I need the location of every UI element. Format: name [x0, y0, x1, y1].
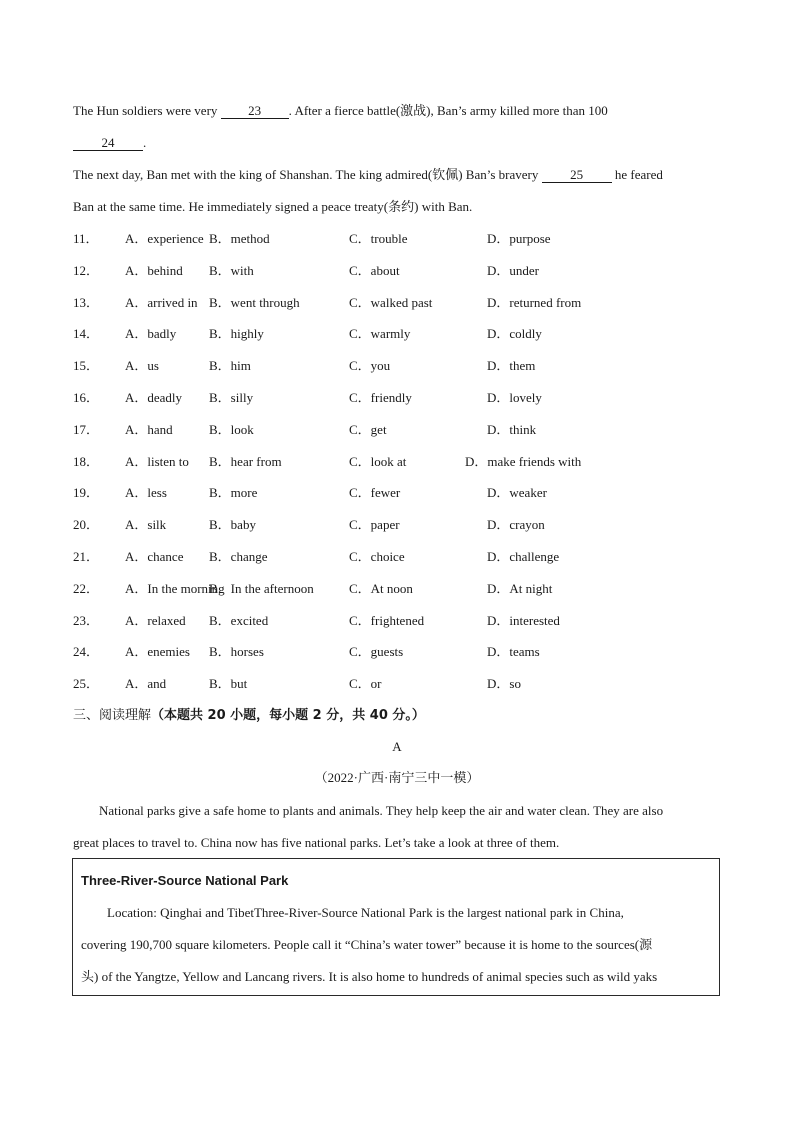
passage-text: The Hun soldiers were very	[73, 103, 221, 118]
option-b: B．method	[209, 231, 270, 246]
option-b: B．more	[209, 485, 258, 501]
option-a: A．experience	[125, 231, 204, 246]
section-prefix: 三、阅读理解	[73, 708, 152, 723]
option-row	[73, 422, 723, 440]
option-a: A．enemies	[125, 644, 190, 660]
blank-25: 25	[542, 168, 612, 183]
option-c: C．or	[349, 676, 382, 692]
option-row	[73, 676, 723, 694]
option-row	[73, 581, 723, 599]
passage-text: . After a fierce battle(激战), Ban’s army killed more than 100	[288, 103, 608, 118]
option-row	[73, 549, 723, 567]
question-number: 24．	[73, 644, 100, 660]
option-b: B．hear from	[209, 453, 282, 469]
park-line-2: covering 190,700 square kilometers. People call it “China’s water tower” because it is home to the sources(源	[81, 937, 653, 952]
option-row	[73, 231, 723, 249]
option-d: D．challenge	[487, 549, 560, 564]
question-number: 14．	[73, 326, 100, 342]
option-a: A．arrived in	[125, 294, 198, 310]
option-d: D．interested	[487, 612, 560, 628]
option-c: C．about	[349, 262, 400, 278]
section-instructions: （本题共 20 小题，每小题 2 分，共 40 分。）	[151, 708, 425, 723]
option-d: D．make friends with	[465, 453, 582, 469]
option-c: C．fewer	[349, 485, 401, 501]
question-number: 22．	[73, 580, 100, 596]
option-row	[73, 390, 723, 408]
option-a: A．and	[125, 676, 167, 692]
option-d: D．returned from	[487, 294, 582, 310]
option-d: D．think	[487, 421, 537, 437]
option-a: A．deadly	[125, 390, 183, 405]
option-row	[73, 485, 723, 503]
intro-line-2: great places to travel to. China now has five national parks. Let’s take a look at three of them.	[73, 835, 560, 850]
option-a: A．chance	[125, 549, 184, 564]
intro-line-1: National parks give a safe home to plants and animals. They help keep the air and water clean. They are also	[99, 803, 664, 818]
option-a: A．behind	[125, 262, 183, 278]
passage-text: .	[143, 135, 147, 150]
option-b: B．baby	[209, 517, 256, 533]
option-d: D．so	[487, 676, 521, 692]
option-row	[73, 295, 723, 313]
option-c: C．look at	[349, 453, 407, 469]
option-d: D．At night	[487, 580, 553, 596]
option-b: B．but	[209, 676, 248, 692]
option-a: A．relaxed	[125, 612, 186, 628]
question-number: 19．	[73, 485, 100, 501]
option-c: C．At noon	[349, 580, 413, 596]
option-row	[73, 358, 723, 376]
question-number: 18．	[73, 453, 100, 469]
option-b: B．look	[209, 421, 254, 437]
option-b: B．horses	[209, 644, 264, 660]
option-a: A．us	[125, 358, 159, 374]
option-a: A．hand	[125, 421, 173, 437]
option-d: D．under	[487, 262, 539, 278]
blank-24: 24	[73, 136, 143, 151]
option-d: D．purpose	[487, 231, 551, 246]
option-b: B．change	[209, 549, 268, 564]
option-c: C．paper	[349, 517, 400, 533]
option-a: A．less	[125, 485, 167, 501]
option-d: D．coldly	[487, 326, 542, 342]
option-d: D．weaker	[487, 485, 547, 501]
reading-label: A	[392, 739, 402, 754]
option-b: B．excited	[209, 612, 269, 628]
park-line-1: Location: Qinghai and TibetThree-River-Source National Park is the largest national park in China,	[107, 905, 624, 920]
option-row	[73, 644, 723, 662]
option-row	[73, 454, 723, 472]
option-b: B．In the afternoon	[209, 580, 314, 596]
passage-line-2	[73, 135, 146, 151]
passage-line-1	[73, 103, 608, 119]
park-info-box	[72, 858, 720, 996]
option-c: C．get	[349, 421, 387, 437]
reading-source: （2022·广西·南宁三中一模）	[314, 770, 480, 785]
option-c: C．warmly	[349, 326, 411, 342]
passage-line-3	[73, 167, 663, 183]
option-c: C．guests	[349, 644, 404, 660]
question-number: 25．	[73, 676, 100, 692]
option-d: D．them	[487, 358, 536, 374]
option-c: C．you	[349, 358, 391, 374]
question-number: 13．	[73, 294, 100, 310]
question-number: 20．	[73, 517, 100, 533]
question-number: 11．	[73, 231, 99, 246]
question-number: 16．	[73, 390, 100, 405]
option-row	[73, 326, 723, 344]
option-a: A．listen to	[125, 453, 189, 469]
option-c: C．walked past	[349, 294, 433, 310]
option-d: D．lovely	[487, 390, 542, 405]
question-number: 15．	[73, 358, 100, 374]
option-b: B．silly	[209, 390, 254, 405]
passage-text: The next day, Ban met with the king of Shanshan. The king admired(钦佩) Ban’s bravery	[73, 167, 542, 182]
option-c: C．choice	[349, 549, 405, 564]
option-c: C．friendly	[349, 390, 412, 405]
question-number: 12．	[73, 262, 100, 278]
option-b: B．highly	[209, 326, 264, 342]
option-row	[73, 517, 723, 535]
passage-text: he feared	[611, 167, 663, 182]
park-title: Three-River-Source National Park	[81, 873, 289, 888]
option-d: D．crayon	[487, 517, 545, 533]
question-number: 23．	[73, 612, 100, 628]
option-a: A．badly	[125, 326, 177, 342]
option-b: B．with	[209, 262, 254, 278]
question-number: 21．	[73, 549, 100, 564]
question-number: 17．	[73, 421, 100, 437]
option-a: A．In the morning	[125, 580, 225, 596]
option-b: B．went through	[209, 294, 300, 310]
option-a: A．silk	[125, 517, 167, 533]
option-d: D．teams	[487, 644, 540, 660]
option-b: B．him	[209, 358, 251, 374]
option-c: C．trouble	[349, 231, 408, 246]
option-row	[73, 263, 723, 281]
blank-23: 23	[221, 104, 289, 119]
option-c: C．frightened	[349, 612, 425, 628]
passage-line-4: Ban at the same time. He immediately signed a peace treaty(条约) with Ban.	[73, 199, 473, 214]
park-line-3: 头) of the Yangtze, Yellow and Lancang rivers. It is also home to hundreds of animal species such as wild yaks	[81, 969, 658, 984]
section-heading	[73, 708, 425, 724]
option-row	[73, 613, 723, 631]
